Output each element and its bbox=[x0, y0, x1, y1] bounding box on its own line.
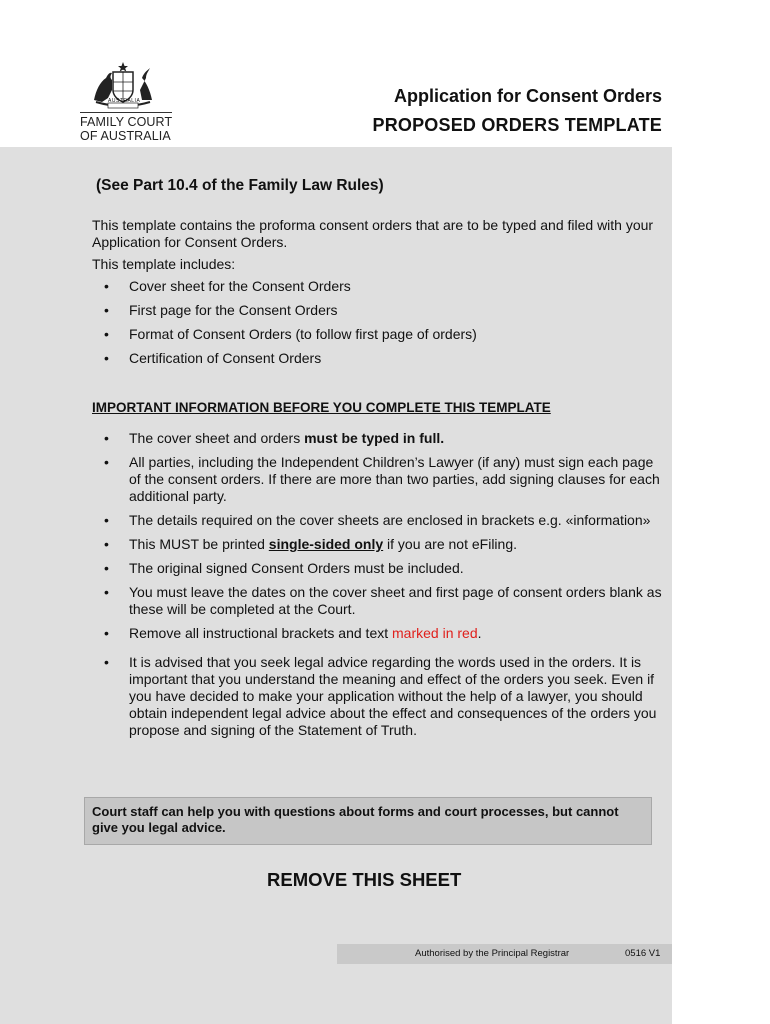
list-item: • All parties, including the Independent Children’s Lawyer (if any) must sign each page of the consent orders. If there are more than two parties, add signing clauses for each additional party. bbox=[104, 454, 660, 504]
rules-reference: (See Part 10.4 of the Family Law Rules) bbox=[96, 177, 384, 194]
court-logo bbox=[80, 60, 180, 142]
staff-help-note: Court staff can help you with questions about forms and court processes, but cannot give you legal advice. bbox=[84, 797, 652, 845]
bullet-icon: • bbox=[104, 350, 109, 366]
bullet-icon: • bbox=[104, 654, 109, 670]
footer-bar bbox=[337, 944, 672, 964]
bullet-icon: • bbox=[104, 326, 109, 342]
bullet-icon: • bbox=[104, 512, 109, 528]
includes-label: This template includes: bbox=[92, 256, 236, 272]
logo-divider bbox=[80, 112, 172, 113]
intro-section bbox=[92, 217, 662, 374]
page-title: Application for Consent Orders bbox=[393, 86, 662, 106]
list-item: • Format of Consent Orders (to follow first page of orders) bbox=[104, 326, 477, 342]
important-list bbox=[92, 430, 662, 746]
list-item: • You must leave the dates on the cover sheet and first page of consent orders blank as these will be completed at the Court. bbox=[104, 584, 662, 617]
authorised-text: Authorised by the Principal Registrar bbox=[415, 948, 570, 959]
bullet-icon: • bbox=[104, 278, 109, 294]
list-item: • Certification of Consent Orders bbox=[104, 350, 322, 366]
list-item: • The cover sheet and orders must be typed in full. bbox=[104, 430, 445, 446]
page-subtitle: PROPOSED ORDERS TEMPLATE bbox=[372, 115, 662, 135]
list-item: • Cover sheet for the Consent Orders bbox=[104, 278, 351, 294]
bullet-icon: • bbox=[104, 560, 109, 576]
crest-banner: AUSTRALIA bbox=[108, 98, 141, 104]
logo-text-line2: OF AUSTRALIA bbox=[80, 129, 171, 143]
list-item: • The original signed Consent Orders must be included. bbox=[104, 560, 464, 576]
list-item: • This MUST be printed single-sided only if you are not eFiling. bbox=[104, 536, 518, 552]
page-header bbox=[0, 0, 770, 147]
important-heading: IMPORTANT INFORMATION BEFORE YOU COMPLETE THIS TEMPLATE bbox=[92, 400, 551, 415]
title-block bbox=[373, 86, 663, 136]
remove-sheet-heading: REMOVE THIS SHEET bbox=[267, 869, 462, 890]
bullet-icon: • bbox=[104, 536, 109, 552]
instruction-sheet bbox=[0, 147, 672, 1024]
bullet-icon: • bbox=[104, 302, 109, 318]
list-item: • First page for the Consent Orders bbox=[104, 302, 338, 318]
bullet-icon: • bbox=[104, 430, 109, 446]
list-item: • It is advised that you seek legal advice regarding the words used in the orders. It is important that you understand the meaning and effect of the orders you seek. Even if you have decided to make your application without the help of a lawyer, you should obtain independent legal advice about the effect and consequences of the orders you propose and signing of the Statement of Truth. bbox=[104, 654, 657, 738]
bullet-icon: • bbox=[104, 584, 109, 600]
bullet-icon: • bbox=[104, 625, 109, 641]
includes-list bbox=[92, 278, 662, 367]
red-text: marked in red bbox=[392, 625, 478, 641]
form-code: 0516 V1 bbox=[625, 948, 661, 959]
logo-text-line1: FAMILY COURT bbox=[80, 115, 173, 129]
list-item: • The details required on the cover sheets are enclosed in brackets e.g. «information» bbox=[104, 512, 651, 528]
intro-paragraph: This template contains the proforma consent orders that are to be typed and filed with your Application for Consent Orders. bbox=[92, 217, 654, 250]
bullet-icon: • bbox=[104, 454, 109, 470]
list-item: • Remove all instructional brackets and text marked in red. bbox=[104, 625, 482, 641]
